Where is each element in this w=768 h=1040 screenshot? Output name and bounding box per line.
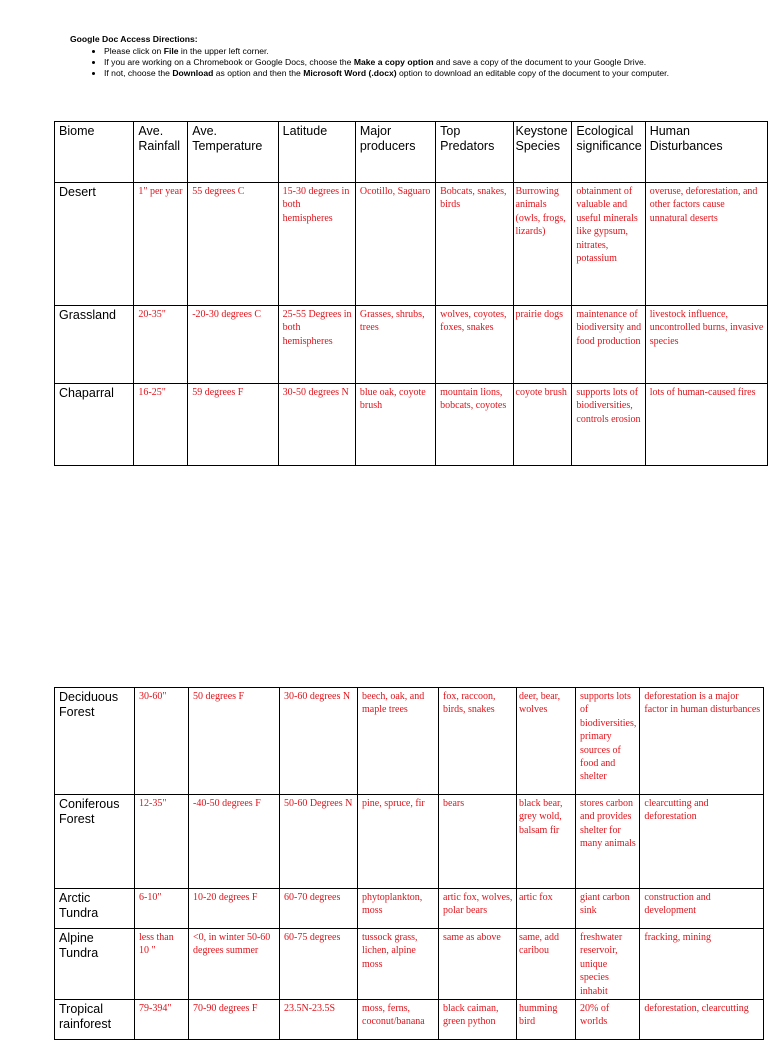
table-row [55,889,764,929]
cell-ecological: stores carbon and provides shelter for many animals [576,795,640,889]
directions-bold-text: Microsoft Word (.docx) [303,68,397,78]
cell-rainfall: 6-10" [135,889,189,929]
cell-temperature: 70-90 degrees F [189,1000,280,1040]
cell-producers: Ocotillo, Saguaro [355,183,435,306]
cell-predators: artic fox, wolves, polar bears [439,889,517,929]
biome-name: Tropical rainforest [55,1000,135,1040]
biome-name: Grassland [55,306,134,384]
cell-keystone: artic fox [517,889,576,929]
cell-temperature: 10-20 degrees F [189,889,280,929]
header-latitude: Latitude [278,122,355,183]
directions-title: Google Doc Access Directions: [70,34,198,44]
header-biome: Biome [55,122,134,183]
cell-ecological: supports lots of biodiversities, controls erosion [572,384,645,466]
cell-disturbances: lots of human-caused fires [645,384,767,466]
header-temperature: Ave. Temperature [188,122,278,183]
cell-latitude: 60-70 degrees [280,889,358,929]
cell-disturbances: deforestation is a major factor in human disturbances [640,688,764,795]
cell-predators: wolves, coyotes, foxes, snakes [436,306,513,384]
cell-disturbances: overuse, deforestation, and other factors cause unnatural deserts [645,183,767,306]
cell-ecological: maintenance of biodiversity and food production [572,306,645,384]
cell-ecological: freshwater reservoir, unique species inhabit [576,929,640,1000]
cell-disturbances: construction and development [640,889,764,929]
directions-text: in the upper left corner. [178,46,269,56]
biome-name: Chaparral [55,384,134,466]
cell-rainfall: 30-60" [135,688,189,795]
biome-table-part-2 [54,687,764,1040]
cell-ecological: supports lots of biodiversities, primary sources of food and shelter [576,688,640,795]
cell-predators: Bobcats, snakes, birds [436,183,513,306]
cell-temperature: <0, in winter 50-60 degrees summer [189,929,280,1000]
header-disturbances: Human Disturbances [645,122,767,183]
directions-item [104,68,710,79]
table-row [55,183,768,306]
biome-table-part-1 [54,121,768,466]
biome-name: Desert [55,183,134,306]
table-row [55,929,764,1000]
cell-ecological: obtainment of valuable and useful minerals like gypsum, nitrates, potassium [572,183,645,306]
cell-keystone: black bear, grey wold, balsam fir [517,795,576,889]
table-row [55,688,764,795]
cell-keystone: same, add caribou [517,929,576,1000]
cell-producers: beech, oak, and maple trees [358,688,439,795]
cell-predators: bears [439,795,517,889]
cell-producers: tussock grass, lichen, alpine moss [358,929,439,1000]
header-keystone: Keystone Species [513,122,572,183]
cell-rainfall: 16-25" [134,384,188,466]
cell-rainfall: 20-35" [134,306,188,384]
cell-ecological: giant carbon sink [576,889,640,929]
table-row [55,384,768,466]
cell-disturbances: livestock influence, uncontrolled burns, invasive species [645,306,767,384]
header-predators: Top Predators [436,122,513,183]
table-row [55,306,768,384]
cell-keystone: humming bird [517,1000,576,1040]
cell-temperature: -40-50 degrees F [189,795,280,889]
cell-latitude: 50-60 Degrees N [280,795,358,889]
directions-text: Please click on [104,46,164,56]
cell-disturbances: fracking, mining [640,929,764,1000]
directions-text: If not, choose the [104,68,173,78]
cell-producers: Grasses, shrubs, trees [355,306,435,384]
cell-rainfall: less than 10 " [135,929,189,1000]
biome-name: Alpine Tundra [55,929,135,1000]
biome-name: Arctic Tundra [55,889,135,929]
header-rainfall: Ave. Rainfall [134,122,188,183]
cell-latitude: 30-60 degrees N [280,688,358,795]
directions-text: If you are working on a Chromebook or Google Docs, choose the [104,57,354,67]
directions-text: as option and then the [213,68,304,78]
directions-list [70,46,710,79]
cell-disturbances: clearcutting and deforestation [640,795,764,889]
cell-disturbances: deforestation, clearcutting [640,1000,764,1040]
cell-keystone: coyote brush [513,384,572,466]
directions-bold-text: Download [172,68,214,78]
directions-item [104,46,710,57]
cell-keystone: prairie dogs [513,306,572,384]
directions-bold-text: File [163,46,179,56]
cell-temperature: 50 degrees F [189,688,280,795]
biome-name: Coniferous Forest [55,795,135,889]
cell-latitude: 15-30 degrees in both hemispheres [278,183,355,306]
cell-temperature: -20-30 degrees C [188,306,278,384]
directions-bold-text: Make a copy option [353,57,434,67]
access-directions [70,34,710,79]
cell-ecological: 20% of worlds [576,1000,640,1040]
table-row [55,795,764,889]
cell-latitude: 60-75 degrees [280,929,358,1000]
cell-keystone: deer, bear, wolves [517,688,576,795]
cell-predators: fox, raccoon, birds, snakes [439,688,517,795]
table-header-row [55,122,768,183]
cell-producers: pine, spruce, fir [358,795,439,889]
cell-predators: same as above [439,929,517,1000]
cell-latitude: 25-55 Degrees in both hemispheres [278,306,355,384]
cell-temperature: 59 degrees F [188,384,278,466]
cell-predators: black caiman, green python [439,1000,517,1040]
cell-producers: moss, ferns, coconut/banana [358,1000,439,1040]
directions-text: and save a copy of the document to your Google Drive. [433,57,647,67]
cell-rainfall: 79-394" [135,1000,189,1040]
cell-predators: mountain lions, bobcats, coyotes [436,384,513,466]
cell-latitude: 23.5N-23.5S [280,1000,358,1040]
cell-keystone: Burrowing animals (owls, frogs, lizards) [513,183,572,306]
cell-producers: blue oak, coyote brush [355,384,435,466]
cell-latitude: 30-50 degrees N [278,384,355,466]
cell-rainfall: 1" per year [134,183,188,306]
directions-item [104,57,710,68]
cell-rainfall: 12-35" [135,795,189,889]
header-ecological: Ecological significance [572,122,645,183]
cell-temperature: 55 degrees C [188,183,278,306]
table-row [55,1000,764,1040]
biome-name: Deciduous Forest [55,688,135,795]
directions-text: option to download an editable copy of the document to your computer. [396,68,669,78]
cell-producers: phytoplankton, moss [358,889,439,929]
header-producers: Major producers [355,122,435,183]
